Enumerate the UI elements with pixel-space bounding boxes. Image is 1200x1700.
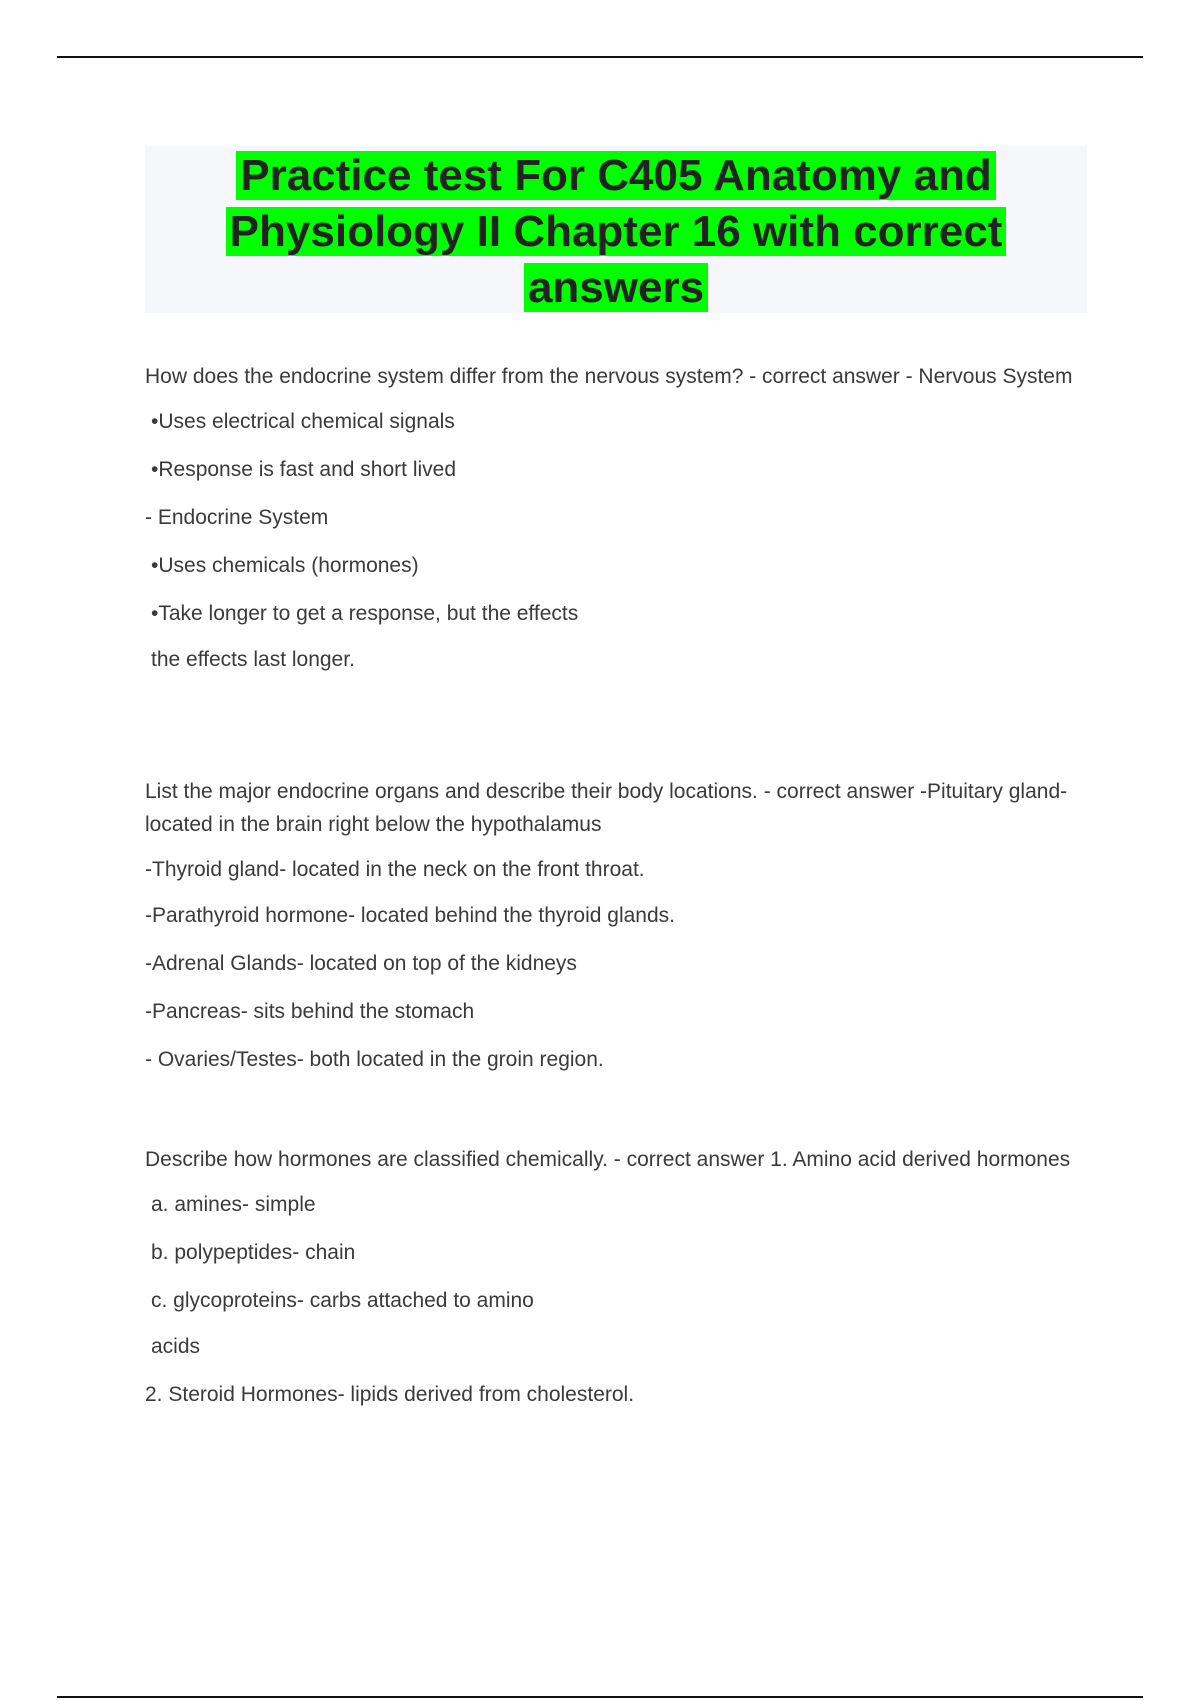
answer-line: -Pancreas- sits behind the stomach <box>145 1000 475 1023</box>
title-line-1: Practice test For C405 Anatomy and <box>236 151 996 200</box>
question-block-1 <box>145 360 1085 672</box>
question-block-2 <box>145 775 1085 1072</box>
title-box <box>145 146 1087 313</box>
title-line-2: Physiology II Chapter 16 with correct <box>226 207 1007 256</box>
title-line-3: answers <box>524 263 708 312</box>
question-block-3 <box>145 1143 1085 1407</box>
answer-line: 2. Steroid Hormones- lipids derived from cholesterol. <box>145 1383 635 1406</box>
answer-line: •Take longer to get a response, but the effects <box>151 602 579 625</box>
answer-line: •Uses electrical chemical signals <box>151 410 455 433</box>
answer-line: -Parathyroid hormone- located behind the thyroid glands. <box>145 904 675 927</box>
question-text: How does the endocrine system differ from the nervous system? - correct answer - Nervous System <box>145 365 1073 388</box>
question-text: List the major endocrine organs and describe their body locations. - correct answer -Pituitary gland- located in the brain right below the hypothalamus <box>145 780 1068 836</box>
answer-line: •Uses chemicals (hormones) <box>151 554 419 577</box>
answer-line: the effects last longer. <box>151 648 355 671</box>
document-title <box>145 146 1087 316</box>
top-rule <box>57 56 1143 58</box>
answer-line: acids <box>151 1335 201 1358</box>
answer-line: b. polypeptides- chain <box>151 1241 356 1264</box>
answer-line: •Response is fast and short lived <box>151 458 457 481</box>
answer-line: a. amines- simple <box>151 1193 316 1216</box>
question-text: Describe how hormones are classified chemically. - correct answer 1. Amino acid derived hormones <box>145 1148 1071 1171</box>
answer-line: -Adrenal Glands- located on top of the kidneys <box>145 952 577 975</box>
answer-line: - Ovaries/Testes- both located in the groin region. <box>145 1048 604 1071</box>
answer-line: - Endocrine System <box>145 506 329 529</box>
answer-line: -Thyroid gland- located in the neck on the front throat. <box>145 858 645 881</box>
bottom-rule <box>57 1696 1143 1698</box>
answer-line: c. glycoproteins- carbs attached to amino <box>151 1289 534 1312</box>
